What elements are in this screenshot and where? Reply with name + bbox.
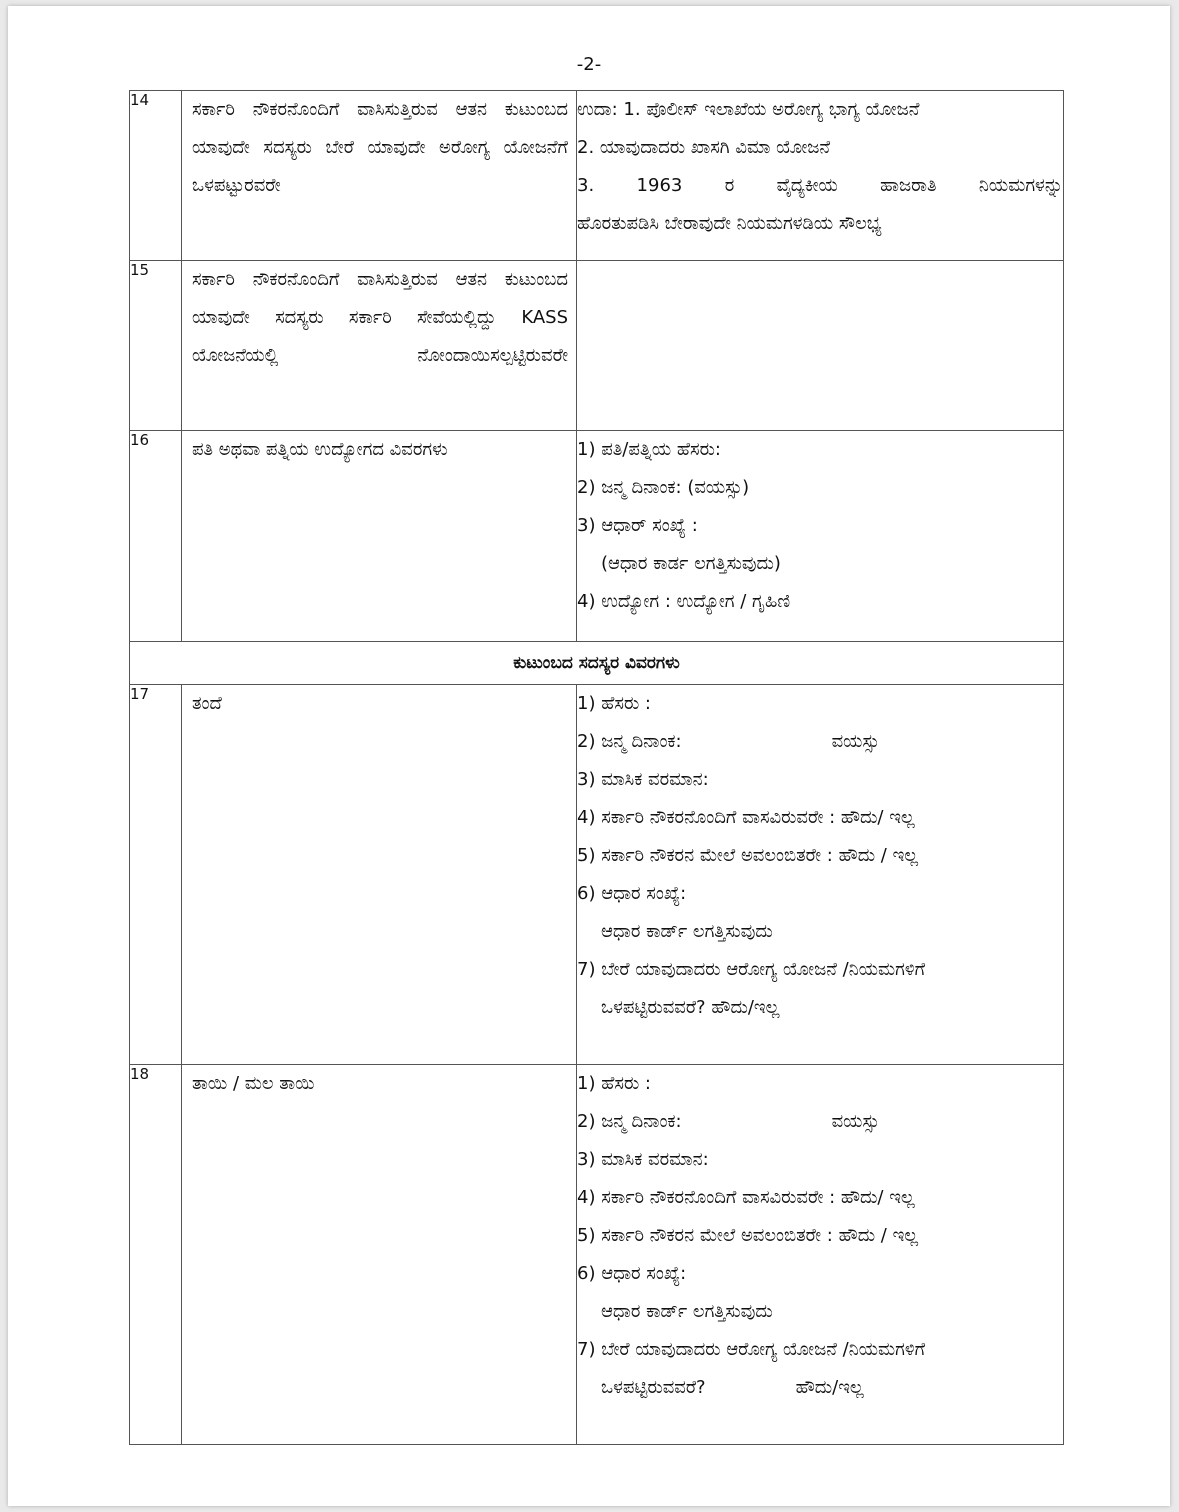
row-label: ಸರ್ಕಾರಿ ನೌಕರನೊಂದಿಗೆ ವಾಸಿಸುತ್ತಿರುವ ಆತನ ಕುಟುಂಬದ ಯಾವುದೇ ಸದಸ್ಯರು ಸರ್ಕಾರಿ ಸೇವೆಯಲ್ಲಿದ್ದು KASS ಯೋಜನೆಯಲ್ಲಿ ನೋಂದಾಯಿಸಲ್ಪಟ್ಟಿರುವರೇ [192, 269, 568, 366]
detail-line [577, 1103, 1063, 1141]
detail-line: 6) ಆಧಾರ ಸಂಖ್ಯೆ: [577, 883, 687, 904]
row-number: 15 [130, 261, 182, 431]
table-row-15 [130, 261, 1064, 431]
detail-line: ಹೊರತುಪಡಿಸಿ ಬೇರಾವುದೇ ನಿಯಮಗಳಡಿಯ ಸೌಲಭ್ಯ [577, 213, 882, 234]
row-label-cell [182, 91, 577, 261]
detail-line: 3. 1963 ರ ವೈದ್ಯಕೀಯ ಹಾಜರಾತಿ ನಿಯಮಗಳನ್ನು [577, 175, 1063, 196]
detail-line: 3) ಮಾಸಿಕ ವರಮಾನ: [577, 1149, 709, 1170]
row-label: ಸರ್ಕಾರಿ ನೌಕರನೊಂದಿಗೆ ವಾಸಿಸುತ್ತಿರುವ ಆತನ ಕುಟುಂಬದ ಯಾವುದೇ ಸದಸ್ಯರು ಬೇರೆ ಯಾವುದೇ ಅರೋಗ್ಯ ಯೋಜನೆಗೆ ಒಳಪಟ್ಟುರವರೇ [192, 99, 568, 196]
row-number: 18 [130, 1065, 182, 1445]
row-label-cell [182, 1065, 577, 1445]
age-label: ವಯಸ್ಸು [831, 1111, 880, 1132]
detail-line [577, 723, 1063, 761]
covered-answer: ಹೌದು/ಇಲ್ಲ [795, 1377, 864, 1398]
table-row-17 [130, 685, 1064, 1065]
row-label-cell [182, 685, 577, 1065]
row-detail-cell [577, 685, 1064, 1065]
dob-label: 2) ಜನ್ಮ ದಿನಾಂಕ: [577, 1111, 682, 1132]
detail-line: 7) ಬೇರೆ ಯಾವುದಾದರು ಆರೋಗ್ಯ ಯೋಜನೆ /ನಿಯಮಗಳಿಗೆ [577, 1339, 926, 1360]
row-detail-cell [577, 261, 1064, 431]
row-number: 16 [130, 431, 182, 642]
detail-line: ಆಧಾರ ಕಾರ್ಡ್ ಲಗತ್ತಿಸುವುದು [601, 921, 773, 942]
detail-line: 1) ಹೆಸರು : [577, 693, 651, 714]
detail-line: 4) ಸರ್ಕಾರಿ ನೌಕರನೊಂದಿಗೆ ವಾಸವಿರುವರೇ : ಹೌದು/ ಇಲ್ಲ [577, 807, 915, 828]
row-label: ತಾಯಿ / ಮಲ ತಾಯಿ [192, 1073, 315, 1094]
detail-line: 4) ಉದ್ಯೋಗ : ಉದ್ಯೋಗ / ಗೃಹಿಣಿ [577, 591, 791, 612]
detail-line: 2) ಜನ್ಮ ದಿನಾಂಕ: (ವಯಸ್ಸು) [577, 477, 750, 498]
row-number: 17 [130, 685, 182, 1065]
row-number: 14 [130, 91, 182, 261]
form-table [129, 90, 1064, 1445]
row-label: ಪತಿ ಅಥವಾ ಪತ್ನಿಯ ಉದ್ಯೋಗದ ವಿವರಗಳು [192, 439, 448, 460]
detail-line [577, 1369, 1063, 1407]
row-detail-cell [577, 91, 1064, 261]
detail-line: 2. ಯಾವುದಾದರು ಖಾಸಗಿ ವಿಮಾ ಯೋಜನೆ [577, 137, 831, 158]
detail-line: (ಆಧಾರ ಕಾರ್ಡ ಲಗತ್ತಿಸುವುದು) [601, 553, 781, 574]
row-detail-cell [577, 431, 1064, 642]
row-label: ತಂದೆ [192, 693, 222, 714]
row-label-cell [182, 261, 577, 431]
detail-line: ಒಳಪಟ್ಟಿರುವವರೆ? ಹೌದು/ಇಲ್ಲ [601, 997, 780, 1018]
dob-label: 2) ಜನ್ಮ ದಿನಾಂಕ: [577, 731, 682, 752]
row-detail-cell [577, 1065, 1064, 1445]
page-number: -2- [576, 54, 602, 75]
table-row-16 [130, 431, 1064, 642]
table-row-14 [130, 91, 1064, 261]
section-header: ಕುಟುಂಬದ ಸದಸ್ಯರ ವಿವರಗಳು [130, 642, 1064, 685]
covered-question: ಒಳಪಟ್ಟಿರುವವರೆ? [601, 1377, 706, 1398]
age-label: ವಯಸ್ಸು [831, 731, 880, 752]
detail-line: 1) ಹೆಸರು : [577, 1073, 651, 1094]
section-header-row [130, 642, 1064, 685]
detail-line: ಆಧಾರ ಕಾರ್ಡ್ ಲಗತ್ತಿಸುವುದು [601, 1301, 773, 1322]
detail-line: 4) ಸರ್ಕಾರಿ ನೌಕರನೊಂದಿಗೆ ವಾಸವಿರುವರೇ : ಹೌದು/ ಇಲ್ಲ [577, 1187, 915, 1208]
detail-line: 5) ಸರ್ಕಾರಿ ನೌಕರನ ಮೇಲೆ ಅವಲಂಬಿತರೇ : ಹೌದು / ಇಲ್ಲ [577, 845, 919, 866]
detail-line: ಉದಾ: 1. ಪೊಲೀಸ್ ಇಲಾಖೆಯ ಅರೋಗ್ಯ ಭಾಗ್ಯ ಯೋಜನೆ [577, 99, 920, 120]
detail-line: 6) ಆಧಾರ ಸಂಖ್ಯೆ: [577, 1263, 687, 1284]
detail-line: 3) ಆಧಾರ್ ಸಂಖ್ಯೆ : [577, 515, 698, 536]
row-label-cell [182, 431, 577, 642]
document-page [8, 6, 1170, 1506]
detail-line: 7) ಬೇರೆ ಯಾವುದಾದರು ಆರೋಗ್ಯ ಯೋಜನೆ /ನಿಯಮಗಳಿಗೆ [577, 959, 926, 980]
table-row-18 [130, 1065, 1064, 1445]
detail-line: 3) ಮಾಸಿಕ ವರಮಾನ: [577, 769, 709, 790]
detail-line: 5) ಸರ್ಕಾರಿ ನೌಕರನ ಮೇಲೆ ಅವಲಂಬಿತರೇ : ಹೌದು / ಇಲ್ಲ [577, 1225, 919, 1246]
detail-line: 1) ಪತಿ/ಪತ್ನಿಯ ಹೆಸರು: [577, 439, 721, 460]
